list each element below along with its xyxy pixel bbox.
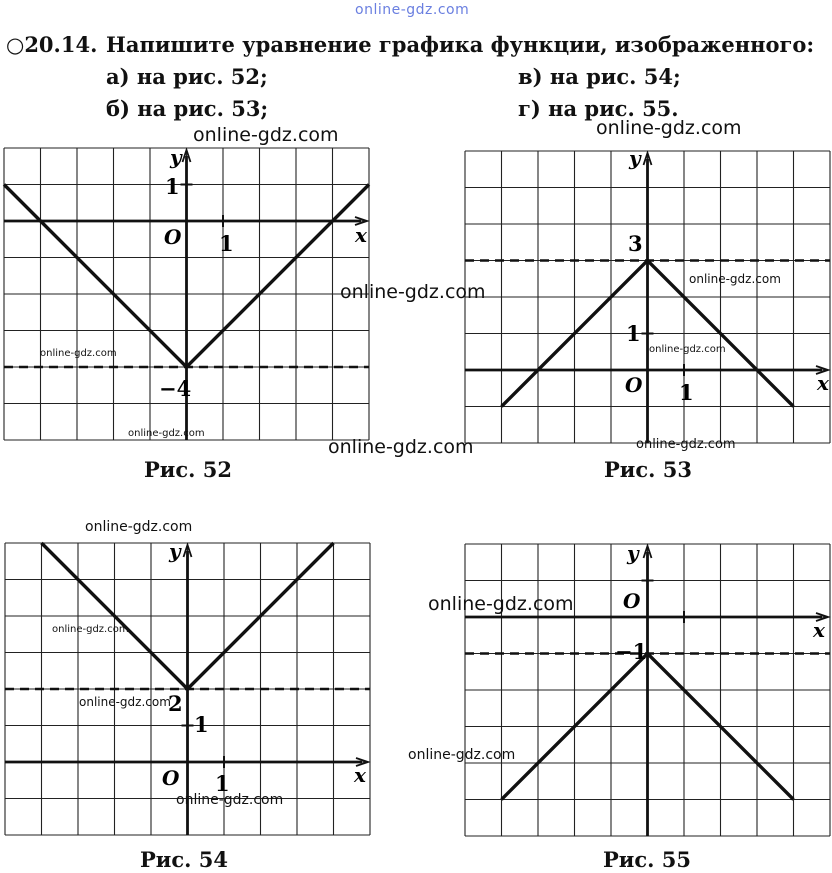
task-item-v: в) на рис. 54; xyxy=(518,64,681,89)
watermark: online-gdz.com xyxy=(40,348,117,359)
figure-53-origin-label: O xyxy=(625,373,643,397)
figure-52-graph xyxy=(0,140,380,450)
figure-53-y-label: y xyxy=(629,146,641,170)
figure-55-y-label: y xyxy=(627,541,639,565)
figure-52-label-x1: 1 xyxy=(219,231,234,256)
task-number: ○20.14. xyxy=(6,32,98,57)
figure-53-label-y3: 3 xyxy=(628,231,643,256)
watermark: online-gdz.com xyxy=(128,428,205,439)
task-item-g: г) на рис. 55. xyxy=(518,96,679,121)
figure-55-caption: Рис. 55 xyxy=(603,847,691,872)
figure-54-label-y2: 2 xyxy=(168,691,183,716)
figure-53-caption: Рис. 53 xyxy=(604,457,692,482)
task-item-b: б) на рис. 53; xyxy=(106,96,269,121)
figure-54-label-x1: 1 xyxy=(215,771,230,796)
watermark: online-gdz.com xyxy=(79,695,171,709)
figure-54-y-label: y xyxy=(169,539,181,563)
watermark: online-gdz.com xyxy=(193,124,339,146)
figure-54-origin-label: O xyxy=(162,766,180,790)
watermark: online-gdz.com xyxy=(596,117,742,139)
figure-53-label-x1: 1 xyxy=(679,380,694,405)
figure-52-y-label: y xyxy=(170,145,182,169)
watermark: online-gdz.com xyxy=(649,344,726,355)
watermark: online-gdz.com xyxy=(85,519,193,535)
figure-53-label-y1: 1 xyxy=(626,321,641,346)
figure-53-graph xyxy=(465,147,832,447)
figure-55-origin-label: O xyxy=(623,589,641,613)
watermark: online-gdz.com xyxy=(176,792,284,808)
figure-53-x-label: x xyxy=(817,371,829,395)
figure-53-axes xyxy=(465,153,828,443)
task-text: Напишите уравнение графика функции, изображенного: xyxy=(106,32,815,57)
figure-55-graph xyxy=(465,541,832,838)
figure-52-caption: Рис. 52 xyxy=(144,457,232,482)
figure-54-label-y1: 1 xyxy=(194,712,209,737)
watermark: online-gdz.com xyxy=(340,281,486,303)
watermark: online-gdz.com xyxy=(636,437,736,452)
figure-55-x-label: x xyxy=(813,618,825,642)
watermark: online-gdz.com xyxy=(52,624,129,635)
figure-55-label-ym1: −1 xyxy=(615,639,648,664)
figure-52-label-y1: 1 xyxy=(165,174,180,199)
watermark: online-gdz.com xyxy=(428,593,574,615)
task-item-a: а) на рис. 52; xyxy=(106,64,268,89)
watermark: online-gdz.com xyxy=(408,747,516,763)
figure-55-axes xyxy=(465,546,828,836)
top-watermark: online-gdz.com xyxy=(355,2,470,18)
figure-54-caption: Рис. 54 xyxy=(140,847,228,872)
watermark: online-gdz.com xyxy=(689,272,781,286)
figure-52-label-ym4: −4 xyxy=(159,376,192,401)
watermark: online-gdz.com xyxy=(328,436,474,458)
figure-52-x-label: x xyxy=(355,223,367,247)
figure-54-x-label: x xyxy=(354,763,366,787)
figure-52-origin-label: O xyxy=(164,225,182,249)
